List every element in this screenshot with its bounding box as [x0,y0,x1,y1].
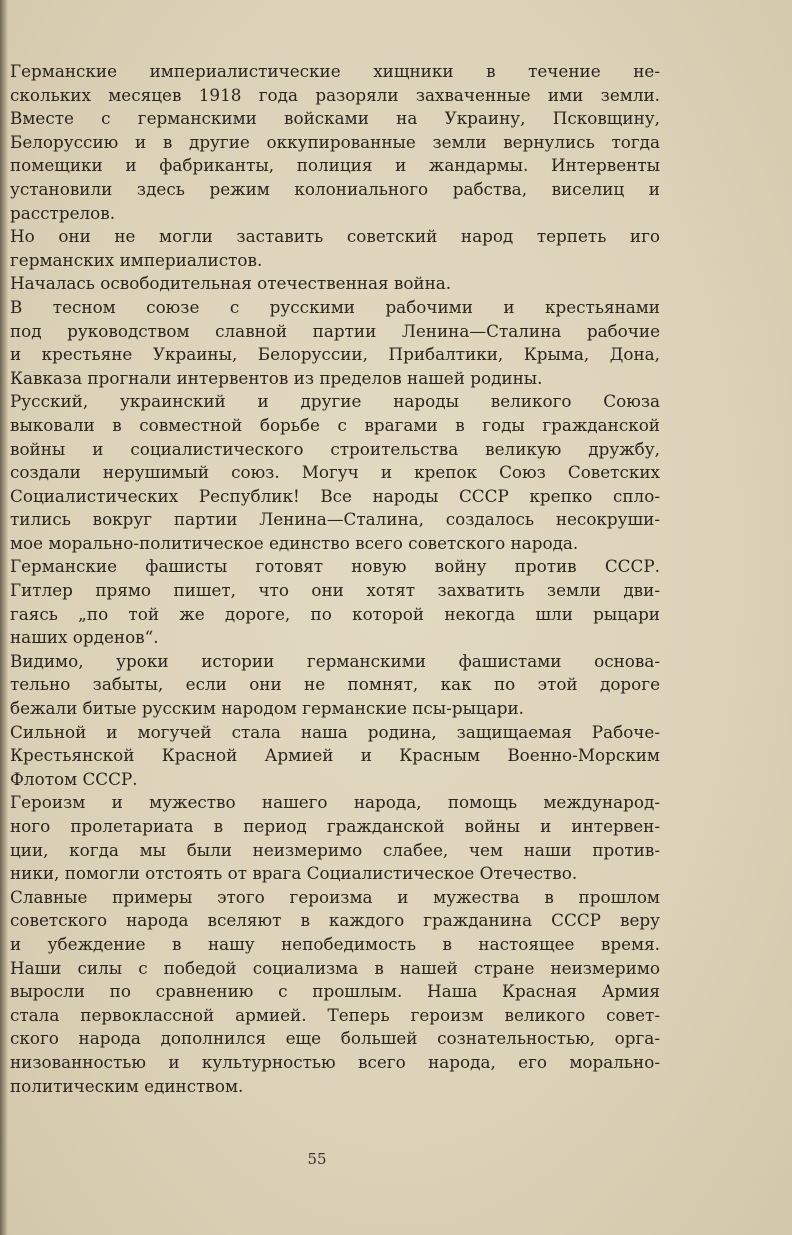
text-line: Русский, украинский и другие народы великого Союза [10,391,660,412]
page-number: 55 [307,1150,327,1168]
text-line: Германские империалистические хищники в течение не- [10,61,660,81]
text-line: выросли по сравнению с прошлым. Наша Красная Армия [10,981,660,1002]
text-line: расстрелов. [10,202,116,223]
paragraph [10,225,660,272]
text-line: ники, помогли отстоять от врага Социалистическое Отечество. [10,863,578,884]
text-line: Видимо, уроки истории германскими фашистами основа- [10,650,660,671]
text-line: Героизм и мужество нашего народа, помощь международ- [10,792,660,813]
text-line: Сильной и могучей стала наша родина, защищаемая Рабоче- [10,721,660,742]
text-line: гаясь „по той же дороге, по которой некогда шли рыцари [10,603,660,624]
body-text [10,60,660,1098]
paragraph [10,721,660,792]
text-line: Флотом СССР. [10,768,138,789]
paragraph [10,791,660,885]
page-binding-edge [0,0,8,1235]
text-line: скольких месяцев 1918 года разоряли захваченные ими земли. [10,84,660,105]
text-line: тельно забыты, если они не помнят, как по этой дороге [10,674,660,695]
text-line: германских империалистов. [10,249,263,270]
text-line: Но они не могли заставить советский народ терпеть иго [10,226,660,247]
text-line: создали нерушимый союз. Могуч и крепок Союз Советских [10,462,660,483]
text-line: Социалистических Республик! Все народы СССР крепко спло- [10,485,660,506]
text-line: мое морально-политическое единство всего советского народа. [10,532,579,553]
text-line: Славные примеры этого героизма и мужества в прошлом [10,886,660,907]
text-line: политическим единством. [10,1075,244,1096]
text-line: установили здесь режим колониального рабства, виселиц и [10,178,660,199]
text-line: войны и социалистического строительства великую дружбу, [10,438,660,459]
paragraph [10,296,660,390]
paragraph [10,555,660,649]
text-line: ции, когда мы были неизмеримо слабее, чем наши против- [10,839,660,860]
text-line: Наши силы с победой социализма в нашей стране неизмеримо [10,957,660,978]
paragraph [10,886,660,1098]
text-line: Крестьянской Красной Армией и Красным Военно-Морским [10,745,660,766]
text-line: под руководством славной партии Ленина—Сталина рабочие [10,320,660,341]
text-line: Белоруссию и в другие оккупированные земли вернулись тогда [10,131,660,152]
text-line: выковали в совместной борьбе с врагами в годы гражданской [10,414,660,435]
text-line: Кавказа прогнали интервентов из пределов нашей родины. [10,367,543,388]
text-line: низованностью и культурностью всего народа, его морально- [10,1051,660,1072]
text-line: ского народа дополнился еще большей сознательностью, орга- [10,1028,660,1049]
text-line: бежали битые русским народом германские псы-рыцари. [10,698,524,719]
paragraph [10,60,660,225]
text-line: и крестьяне Украины, Белоруссии, Прибалтики, Крыма, Дона, [10,344,660,365]
text-line: стала первоклассной армией. Теперь героизм великого совет- [10,1004,660,1025]
text-line: Гитлер прямо пишет, что они хотят захватить земли дви- [10,580,660,601]
paragraph [10,390,660,555]
text-line: Германские фашисты готовят новую войну против СССР. [10,556,660,577]
text-line: ного пролетариата в период гражданской войны и интервен- [10,816,660,836]
text-line: В тесном союзе с русскими рабочими и крестьянами [10,296,660,317]
text-line: наших орденов“. [10,627,159,648]
text-line: и убеждение в нашу непобедимость в настоящее время. [10,933,660,954]
text-line: советского народа вселяют в каждого гражданина СССР веру [10,910,660,931]
text-line: Началась освободительная отечественная война. [10,273,452,294]
text-line: тились вокруг партии Ленина—Сталина, создалось несокруши- [10,509,660,530]
text-line: помещики и фабриканты, полиция и жандармы. Интервенты [10,155,660,176]
paragraph [10,650,660,721]
text-line: Вместе с германскими войсками на Украину, Псковщину, [10,108,660,129]
paragraph [10,272,660,296]
